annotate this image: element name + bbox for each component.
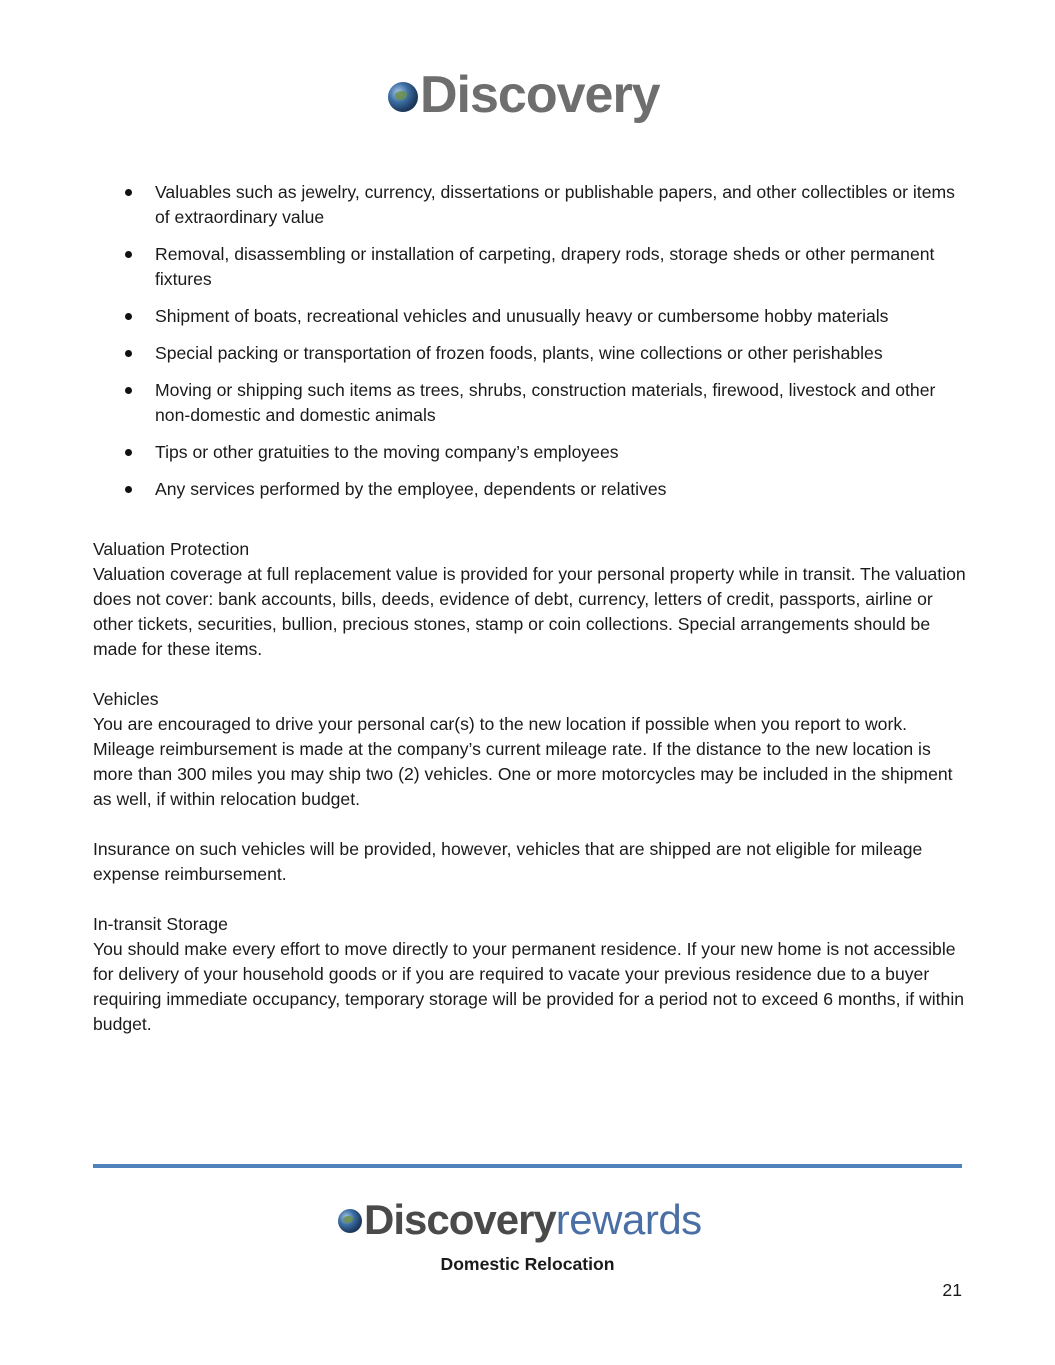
list-item: Any services performed by the employee, dependents or relatives	[93, 477, 968, 502]
section-body: Insurance on such vehicles will be provided, however, vehicles that are shipped are not eligible for mileage expense reimbursement.	[93, 839, 923, 884]
globe-icon	[388, 82, 418, 112]
bullet-icon	[125, 387, 132, 394]
discovery-logo	[388, 62, 660, 128]
section-body: You are encouraged to drive your personal car(s) to the new location if possible when you report to work. Mileage reimbursement is made at the company’s current mileage rate. If the distance to the new location is more than 300 miles you may ship two (2) vehicles. One or more motorcycles may be included in the shipment as well, if within relocation budget.	[93, 714, 953, 809]
section-heading: In-transit Storage	[93, 914, 228, 934]
list-item: Moving or shipping such items as trees, shrubs, construction materials, firewood, livestock and other non-domestic and domestic animals	[93, 378, 968, 428]
bullet-icon	[125, 449, 132, 456]
page-number: 21	[942, 1280, 962, 1300]
discovery-rewards-logo	[338, 1198, 702, 1242]
document-body	[93, 180, 968, 1037]
section-heading: Valuation Protection	[93, 539, 250, 559]
section-body: You should make every effort to move directly to your permanent residence. If your new home is not accessible for delivery of your household goods or if you are required to vacate your previous residence due to a buyer requiring immediate occupancy, temporary storage will be provided for a period not to exceed 6 months, if within budget.	[93, 939, 965, 1034]
logo-text: Discovery	[364, 1196, 556, 1243]
logo-suffix: rewards	[555, 1196, 702, 1243]
exclusions-list	[93, 180, 968, 502]
valuation-section	[93, 537, 968, 662]
footer-title: Domestic Relocation	[440, 1254, 615, 1274]
bullet-icon	[125, 486, 132, 493]
globe-icon	[338, 1209, 362, 1233]
bullet-icon	[125, 251, 132, 258]
logo-text: Discovery	[420, 66, 660, 124]
bullet-icon	[125, 189, 132, 196]
list-item: Shipment of boats, recreational vehicles and unusually heavy or cumbersome hobby materials	[93, 304, 968, 329]
list-item: Valuables such as jewelry, currency, dissertations or publishable papers, and other collectibles or items of extraordinary value	[93, 180, 968, 230]
list-item: Special packing or transportation of frozen foods, plants, wine collections or other perishables	[93, 341, 968, 366]
bullet-icon	[125, 350, 132, 357]
vehicles-section	[93, 687, 968, 887]
storage-section	[93, 912, 968, 1037]
footer-divider	[93, 1164, 962, 1168]
list-item: Removal, disassembling or installation of carpeting, drapery rods, storage sheds or other permanent fixtures	[93, 242, 968, 292]
list-item: Tips or other gratuities to the moving company’s employees	[93, 440, 968, 465]
section-heading: Vehicles	[93, 689, 159, 709]
bullet-icon	[125, 313, 132, 320]
section-body: Valuation coverage at full replacement value is provided for your personal property while in transit. The valuation does not cover: bank accounts, bills, deeds, evidence of debt, currency, letters of credit, passports, airline or other tickets, securities, bullion, precious stones, stamp or coin collections. Special arrangements should be made for these items.	[93, 564, 966, 659]
